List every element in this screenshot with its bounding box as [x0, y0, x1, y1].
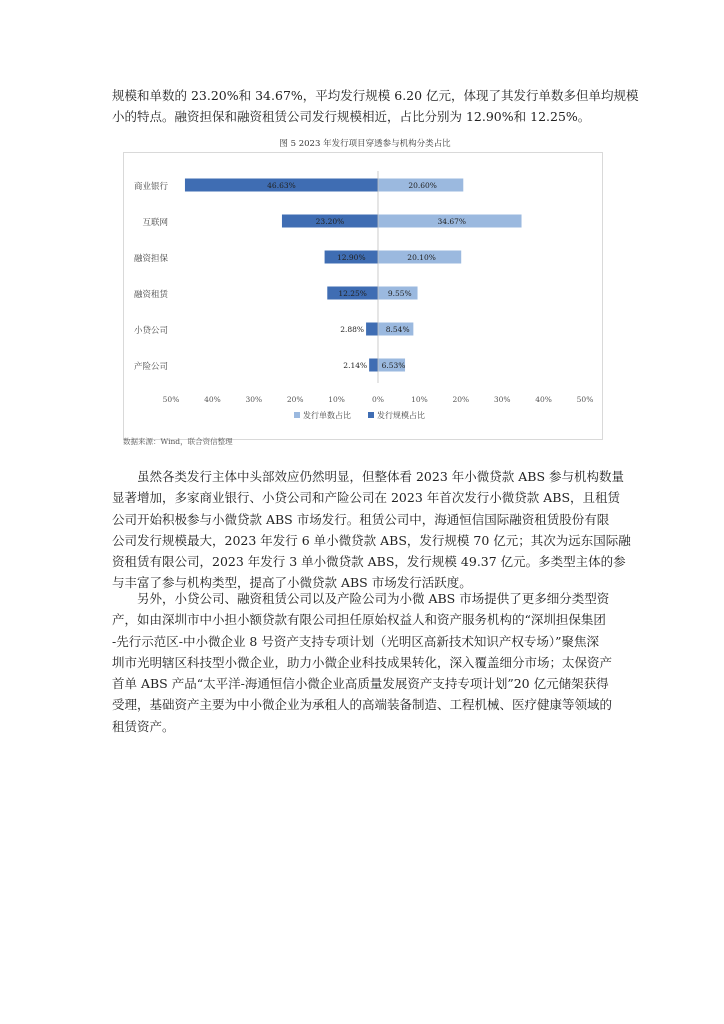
- body1-line: 资租赁有限公司，2023 年发行 3 单小微贷款 ABS，发行规模 49.37 亿元。多类型主体的参: [112, 554, 626, 570]
- tick-label: 50%: [576, 395, 594, 404]
- category-label: 小贷公司: [133, 326, 168, 336]
- tick-label: 10%: [411, 395, 428, 404]
- data-label: 9.55%: [387, 289, 412, 298]
- data-label: 2.88%: [340, 325, 365, 334]
- body2-line: 受理，基础资产主要为中小微企业为承租人的高端装备制造、工程机械、医疗健康等领域的: [112, 697, 613, 713]
- category-label: 融资租赁: [133, 290, 168, 300]
- intro-line: 规模和单数的 23.20%和 34.67%，平均发行规模 6.20 亿元，体现了其发行单数多但单均规模: [112, 88, 639, 103]
- body1-line: 与丰富了参与机构类型，提高了小微贷款 ABS 市场发行活跃度。: [112, 575, 472, 591]
- tick-label: 40%: [204, 395, 221, 404]
- body2-line: 产，如由深圳市中小担小额贷款有限公司担任原始权益人和资产服务机构的“深圳担保集团: [112, 612, 606, 628]
- category-label: 商业银行: [133, 182, 168, 192]
- data-label: 34.67%: [437, 217, 467, 226]
- tick-label: 0%: [372, 395, 384, 404]
- intro-paragraph: [112, 85, 639, 128]
- body2-line: 圳市光明辖区科技型小微企业，助力小微企业科技成果转化，深入覆盖细分市场；太保资产: [112, 654, 613, 670]
- figure-source: 数据来源：Wind，联合资信整理: [123, 437, 233, 446]
- tick-label: 30%: [493, 395, 511, 404]
- tick-label: 30%: [245, 395, 263, 404]
- legend-label: 发行规模占比: [377, 411, 425, 420]
- body1-line: 虽然各类发行主体中头部效应仍然明显，但整体看 2023 年小微贷款 ABS 参与机构数量: [137, 469, 624, 484]
- tick-label: 20%: [452, 395, 470, 404]
- body2-line: -先行示范区-中小微企业 8 号资产支持专项计划（光明区高新技术知识产权专场）”聚焦深: [112, 633, 599, 649]
- intro-line: 小的特点。融资担保和融资租赁公司发行规模相近，占比分别为 12.90%和 12.25%。: [112, 109, 591, 125]
- data-label: 46.63%: [267, 181, 296, 190]
- category-label: 互联网: [142, 218, 168, 228]
- legend-swatch-size: [368, 412, 374, 418]
- data-label: 6.53%: [381, 361, 406, 370]
- body2-line: 租赁资产。: [112, 718, 175, 734]
- body1-line: 显著增加，多家商业银行、小贷公司和产险公司在 2023 年首次发行小微贷款 ABS，且租赁: [112, 490, 621, 506]
- tick-label: 40%: [535, 395, 552, 404]
- data-label: 20.10%: [407, 253, 436, 262]
- figure-title: 图 5 2023 年发行项目穿透参与机构分类占比: [279, 139, 451, 149]
- body1-line: 公司开始积极参与小微贷款 ABS 市场发行。租赁公司中，海通恒信国际融资租赁股份有限: [112, 511, 610, 527]
- data-label: 23.20%: [315, 217, 345, 226]
- body2-line: 首单 ABS 产品“太平洋-海通恒信小微企业高质量发展资产支持专项计划”20 亿元储架获得: [112, 676, 609, 692]
- body-paragraph-2: [112, 588, 618, 737]
- bar-chart: [124, 153, 602, 439]
- body2-line: 另外，小贷公司、融资租赁公司以及产险公司为小微 ABS 市场提供了更多细分类型资: [137, 591, 610, 606]
- body1-line: 公司发行规模最大，2023 年发行 6 单小微贷款 ABS，发行规模 70 亿元；其次为远东国际融: [112, 532, 631, 548]
- category-label: 产险公司: [133, 362, 168, 372]
- body-paragraph-1: [112, 466, 631, 594]
- tick-label: 10%: [328, 395, 345, 404]
- legend-swatch-count: [294, 412, 300, 418]
- data-label: 12.25%: [338, 289, 367, 298]
- chart-container: [123, 152, 603, 440]
- data-label: 8.54%: [385, 325, 410, 334]
- data-label: 2.14%: [343, 361, 368, 370]
- category-label: 融资担保: [133, 254, 168, 264]
- legend-label: 发行单数占比: [303, 411, 351, 420]
- data-label: 12.90%: [336, 253, 366, 262]
- tick-label: 20%: [286, 395, 304, 404]
- bar-size-share: [366, 323, 378, 336]
- tick-label: 50%: [162, 395, 180, 404]
- data-label: 20.60%: [408, 181, 437, 190]
- bar-size-share: [369, 359, 378, 372]
